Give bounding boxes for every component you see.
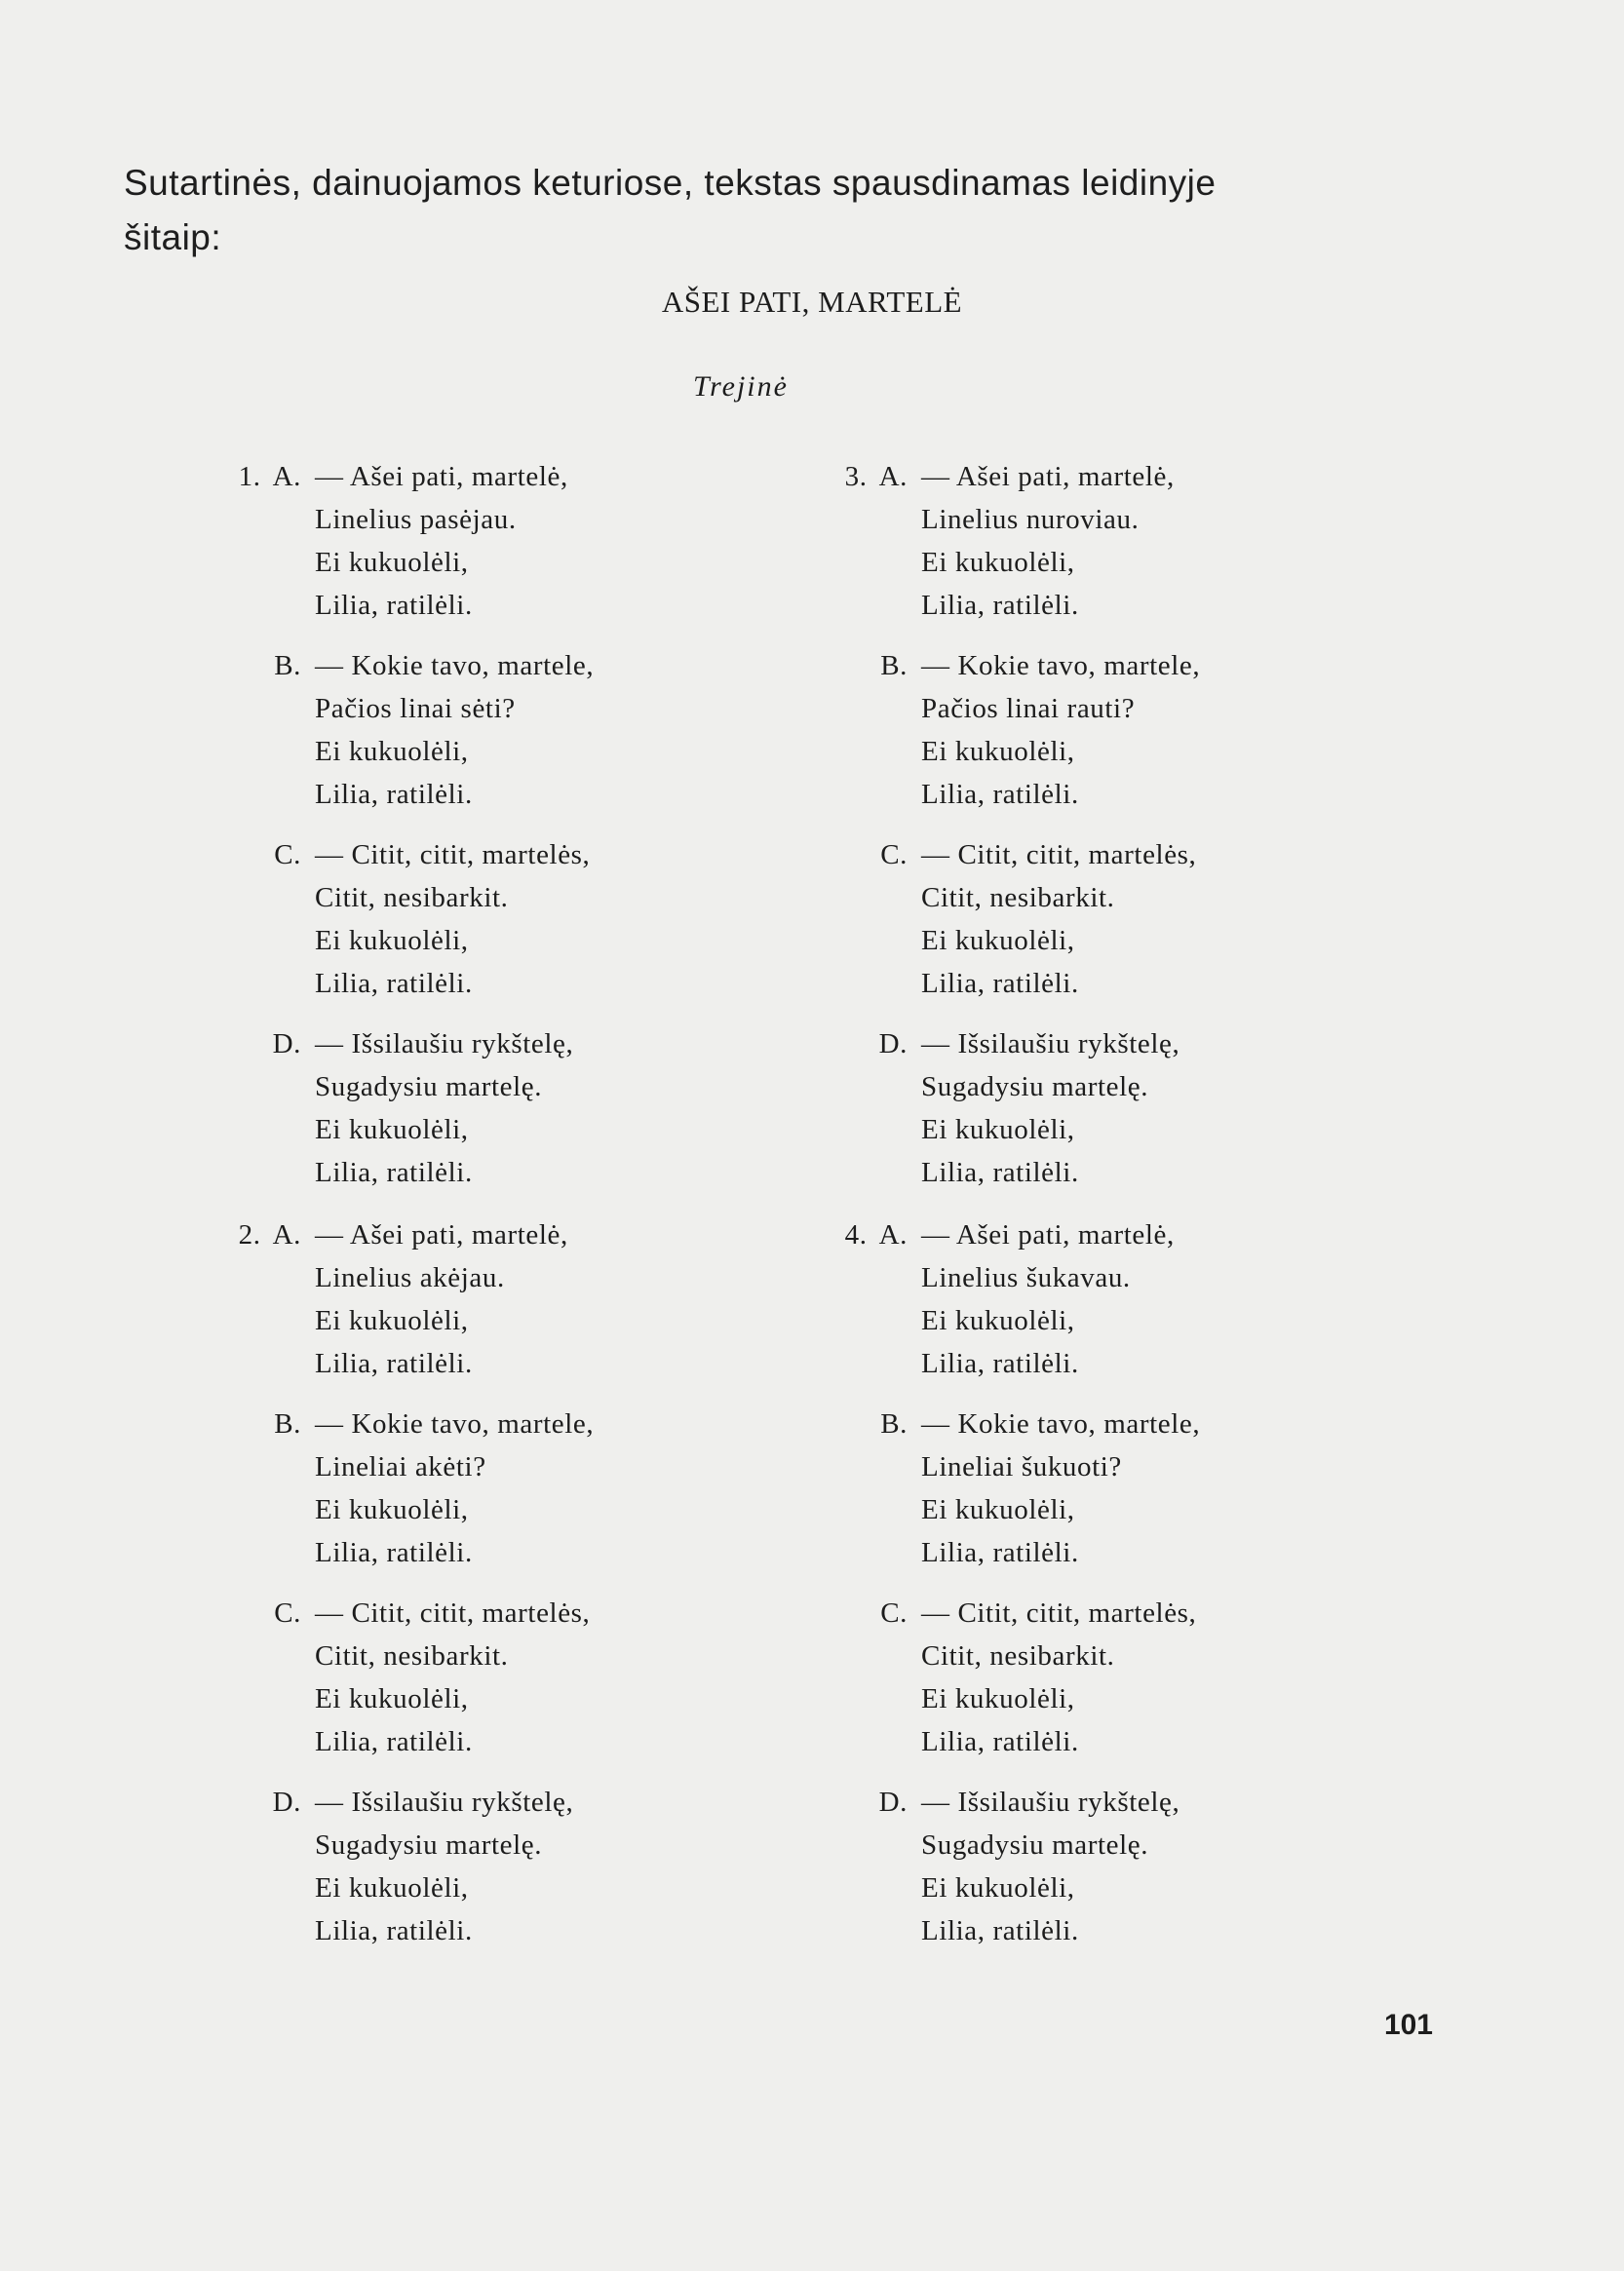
voice-label: B. [880,1408,908,1440]
song-variant-4 [822,1213,1200,1970]
verse-line: Ei kukuolėli, [315,1872,469,1904]
stanza-label [215,833,301,876]
stanza [822,455,1200,627]
verse-line: Ei kukuolėli, [921,1114,1075,1145]
verse-line: Lilia, ratilėli. [315,1915,473,1946]
stanza [822,1403,1200,1574]
stanza [215,1403,594,1574]
verse-line: — Išsilaušiu rykštelę, [921,1787,1180,1818]
verse-line: — Citit, citit, martelės, [315,1597,591,1629]
variant-number: 3. [844,461,868,492]
verse-line: — Išsilaušiu rykštelę, [315,1028,574,1059]
stanza-label [822,833,908,876]
voice-label: A. [878,1219,908,1251]
verse-line: Ei kukuolėli, [315,1494,469,1525]
verse-line: Ei kukuolėli, [921,736,1075,767]
verse-line: — Kokie tavo, martele, [315,650,595,681]
stanza [215,1213,594,1385]
intro-paragraph [124,156,1489,265]
verse-line: Lilia, ratilėli. [921,1537,1079,1568]
stanza [215,1592,594,1763]
verse-line: — Išsilaušiu rykštelę, [315,1787,574,1818]
stanza-label [822,1403,908,1445]
verse-line: Pačios linai rauti? [921,693,1136,724]
verse-line: — Kokie tavo, martele, [921,1408,1201,1440]
verse-line: Lilia, ratilėli. [315,1157,473,1188]
voice-label: D. [878,1787,908,1818]
song-title: AŠEI PATI, MARTELĖ [661,285,963,319]
stanza [822,644,1200,816]
verse-line: Ei kukuolėli, [315,925,469,956]
stanza [215,1022,594,1194]
stanza [822,1781,1200,1952]
verse-line: — Ašei pati, martelė, [921,461,1175,492]
stanza-label [215,1781,301,1824]
verse-line: Lilia, ratilėli. [315,968,473,999]
verse-line: Lilia, ratilėli. [315,1726,473,1757]
verse-line: Sugadysiu martelę. [315,1829,543,1861]
verse-line: Lilia, ratilėli. [921,1348,1079,1379]
stanza-label [215,644,301,687]
voice-label: C. [274,839,301,870]
verse-line: Citit, nesibarkit. [921,882,1115,913]
verse-line: Citit, nesibarkit. [921,1640,1115,1672]
verse-line: Linelius pasėjau. [315,504,517,535]
stanza-label [215,1213,301,1256]
verse-line: Linelius akėjau. [315,1262,505,1293]
stanza-label [215,1403,301,1445]
stanza [822,833,1200,1005]
verse-line: Lilia, ratilėli. [315,779,473,810]
verse-line: Lilia, ratilėli. [315,1348,473,1379]
song-variant-2 [215,1213,594,1970]
stanza-label [822,1213,908,1256]
verse-line: Ei kukuolėli, [315,1114,469,1145]
stanza [822,1022,1200,1194]
verse-line: Lilia, ratilėli. [921,1726,1079,1757]
stanza [215,455,594,627]
verse-line: Sugadysiu martelę. [315,1071,543,1102]
stanza-label [822,644,908,687]
song-subtitle: Trejinė [693,370,789,403]
verse-line: — Ašei pati, martelė, [315,461,568,492]
voice-label: D. [272,1787,301,1818]
voice-label: A. [878,461,908,492]
stanza [822,1592,1200,1763]
verse-line: Lilia, ratilėli. [315,590,473,621]
stanza [215,1781,594,1952]
stanza-label [822,1022,908,1065]
verse-line: — Citit, citit, martelės, [921,839,1197,870]
verse-line: Lilia, ratilėli. [921,779,1079,810]
stanza-label [822,455,908,498]
verse-line: — Kokie tavo, martele, [921,650,1201,681]
verse-line: Lineliai akėti? [315,1451,486,1482]
verse-line: — Ašei pati, martelė, [315,1219,568,1251]
verse-line: — Citit, citit, martelės, [315,839,591,870]
voice-label: C. [880,1597,908,1629]
verse-line: — Citit, citit, martelės, [921,1597,1197,1629]
verse-line: Lineliai šukuoti? [921,1451,1122,1482]
stanza-label [822,1781,908,1824]
verse-line: — Kokie tavo, martele, [315,1408,595,1440]
verse-line: Ei kukuolėli, [921,547,1075,578]
stanza [215,644,594,816]
verse-line: Citit, nesibarkit. [315,1640,509,1672]
verse-line: Ei kukuolėli, [921,1683,1075,1714]
verse-line: Ei kukuolėli, [921,1305,1075,1336]
verse-line: Linelius nuroviau. [921,504,1140,535]
stanza [215,833,594,1005]
stanza-label [822,1592,908,1635]
voice-label: B. [274,650,301,681]
verse-line: Ei kukuolėli, [921,1494,1075,1525]
verse-line: Ei kukuolėli, [315,1305,469,1336]
verse-line: Pačios linai sėti? [315,693,516,724]
voice-label: C. [880,839,908,870]
voice-label: C. [274,1597,301,1629]
verse-line: — Išsilaušiu rykštelę, [921,1028,1180,1059]
verse-line: Ei kukuolėli, [315,547,469,578]
verse-line: Ei kukuolėli, [315,1683,469,1714]
stanza [822,1213,1200,1385]
verse-line: Ei kukuolėli, [921,1872,1075,1904]
variant-number: 2. [238,1219,261,1251]
stanza-label [215,1592,301,1635]
variant-number: 1. [238,461,261,492]
voice-label: D. [878,1028,908,1059]
intro-line: Sutartinės, dainuojamos keturiose, tekstas spausdinamas leidinyje [124,163,1217,203]
song-variant-3 [822,455,1200,1212]
stanza-label [215,1022,301,1065]
page-number: 101 [1383,2009,1433,2041]
verse-line: — Ašei pati, martelė, [921,1219,1175,1251]
verse-line: Lilia, ratilėli. [921,1157,1079,1188]
intro-line: šitaip: [124,217,222,257]
voice-label: A. [272,1219,301,1251]
verse-line: Sugadysiu martelę. [921,1071,1149,1102]
verse-line: Lilia, ratilėli. [921,968,1079,999]
voice-label: B. [880,650,908,681]
verse-line: Lilia, ratilėli. [921,1915,1079,1946]
verse-line: Citit, nesibarkit. [315,882,509,913]
verse-line: Ei kukuolėli, [921,925,1075,956]
verse-line: Lilia, ratilėli. [921,590,1079,621]
song-variant-1 [215,455,594,1212]
voice-label: A. [272,461,301,492]
verse-line: Sugadysiu martelę. [921,1829,1149,1861]
variant-number: 4. [844,1219,868,1251]
stanza-label [215,455,301,498]
voice-label: D. [272,1028,301,1059]
voice-label: B. [274,1408,301,1440]
verse-line: Linelius šukavau. [921,1262,1131,1293]
verse-line: Ei kukuolėli, [315,736,469,767]
verse-line: Lilia, ratilėli. [315,1537,473,1568]
